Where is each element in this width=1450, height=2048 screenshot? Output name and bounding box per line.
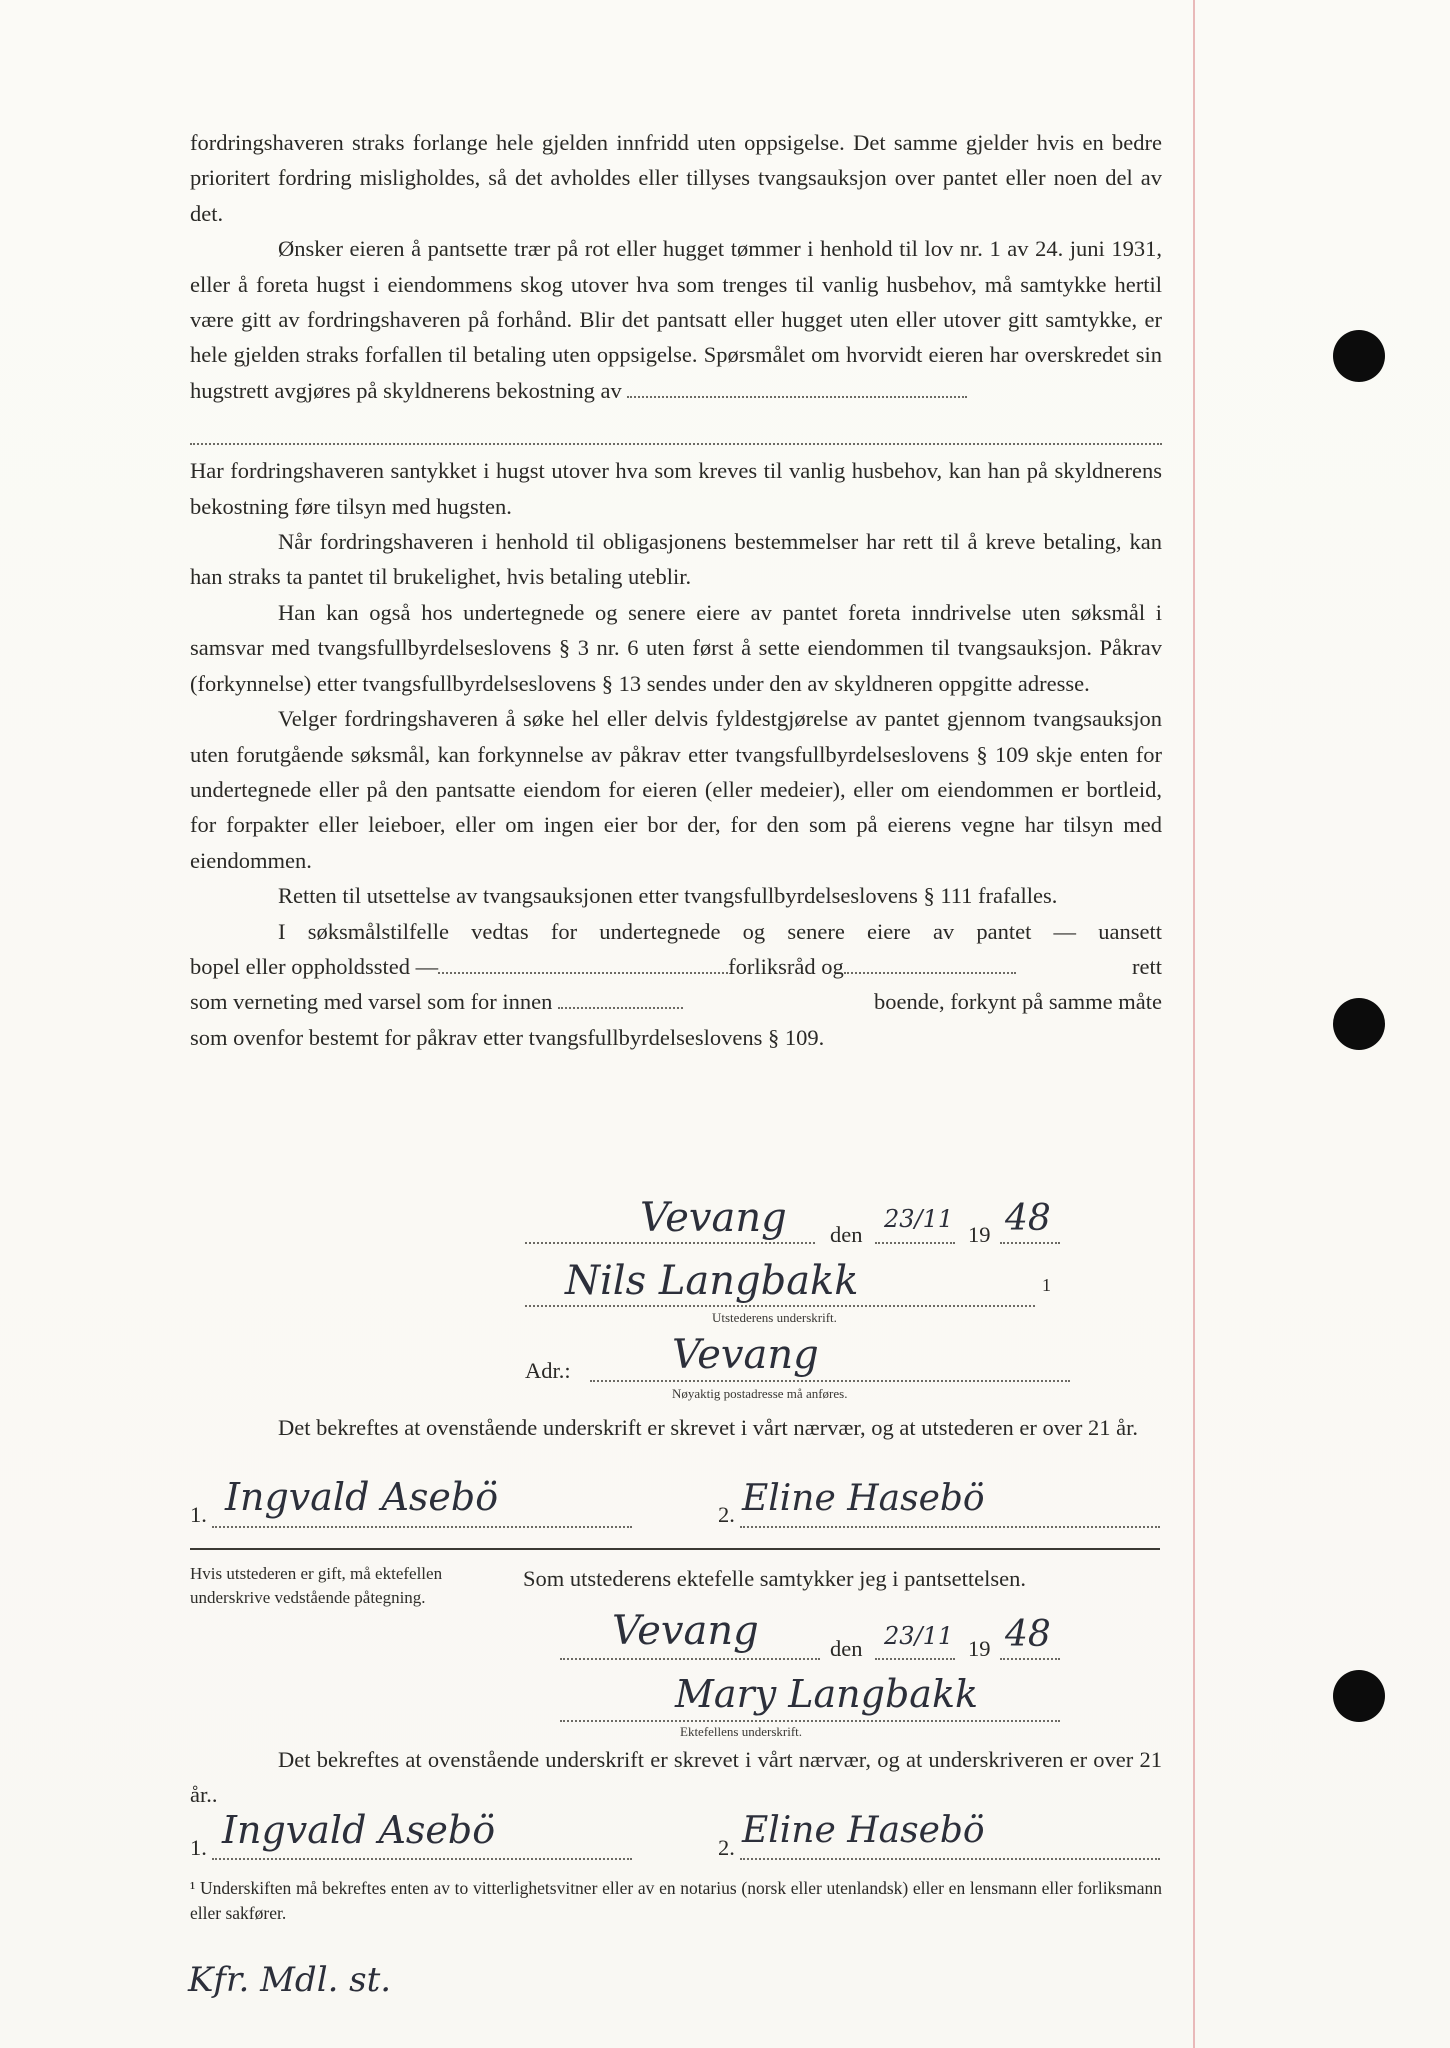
witness-3-number: 1. — [190, 1835, 207, 1860]
spouse-side-note: Hvis utstederen er gift, må ektefellen underskrive vedstående påtegning. — [190, 1564, 443, 1607]
paragraph-postponement: Retten til utsettelse av tvangsauksjonen etter tvangsfullbyrdelseslovens § 111 frafalles. — [278, 883, 1058, 909]
paragraph-collection: Når fordringshaveren i henhold til obligasjonens bestemmelser har rett til å kreve betaling, kan han straks ta pantet til brukelighet, hvis betaling uteblir. — [190, 529, 1162, 590]
punch-hole — [1333, 998, 1385, 1050]
footnote: ¹ Underskiften må bekreftes enten av to vitterlighetsvitner eller av en notarius (norsk eller utenlandsk) eller en lensmann eller forliksmann eller sakfører. — [190, 1878, 1162, 1923]
spouse-year-prefix: 19 — [968, 1636, 991, 1661]
fill-line — [627, 378, 967, 398]
paragraph-acceleration: fordringshaveren straks forlange hele gjelden innfridd uten oppsigelse. Det samme gjelder hvis en bedre prioritert fordring misligholdes, så det avholdes eller tillyses tvangsauksjon over pantet eller noen del av det. — [190, 130, 1162, 226]
spouse-date-line — [875, 1658, 955, 1660]
witness-2-number: 2. — [718, 1502, 735, 1527]
date-line — [875, 1242, 955, 1244]
paragraph-venue: I søksmålstilfelle vedtas for undertegnede og senere eiere av pantet — uansett — [278, 918, 1162, 944]
venue-line-3: som verneting med varsel som for innen boende, forkynt på samme måte — [190, 989, 1162, 1015]
witness-4-number: 2. — [718, 1835, 735, 1860]
witness-2-line — [740, 1526, 1160, 1528]
margin-rule — [1193, 0, 1195, 2048]
spouse-year-line — [1000, 1658, 1060, 1660]
punch-hole — [1333, 330, 1385, 382]
issuer-place-handwritten: Vevang — [640, 1195, 787, 1241]
spouse-signature-caption: Ektefellens underskrift. — [680, 1724, 803, 1739]
year-suffix-handwritten: 48 — [1005, 1198, 1051, 1239]
paragraph-auction: Velger fordringshaveren å søke hel eller delvis fyldestgjørelse av pantet gjennom tvangsauksjon uten forutgående søksmål, kan forkynnelse av påkrav etter tvangsfullbyrdelseslovens § 109 skje enten for undertegnede eller på den pantsatte eiendom for eieren (eller medeier), eller om eiendommen er bortleid, for forpakter eller leieboer, eller om ingen eier bor der, for den som på eierens vegne har tilsyn med eiendommen. — [190, 706, 1162, 873]
address-label: Adr.: — [525, 1358, 571, 1383]
spouse-signature-handwritten: Mary Langbakk — [675, 1672, 978, 1716]
witness-1-line — [212, 1526, 632, 1528]
witness-1-number: 1. — [190, 1502, 207, 1527]
year-prefix: 19 — [968, 1222, 991, 1247]
paragraph-timber — [190, 231, 1162, 408]
paragraph-enforcement: Han kan også hos undertegnede og senere eiere av pantet foreta inndrivelse uten søksmål i samsvar med tvangsfullbyrdelseslovens § 3 nr. 6 uten først å sette eiendommen til tvangsauksjon. Påkrav (forkynnelse) etter tvangsfullbyrdelseslovens § 13 sendes under den av skyldneren oppgitte adresse. — [190, 599, 1162, 696]
spouse-consent-text: Som utstederens ektefelle samtykker jeg i pantsettelsen. — [523, 1566, 1026, 1591]
address-line — [590, 1380, 1070, 1382]
address-caption: Nøyaktig postadresse må anføres. — [672, 1386, 848, 1401]
witness-1-signature: Ingvald Asebö — [225, 1475, 499, 1519]
spouse-date-handwritten: 23/11 — [884, 1622, 954, 1650]
witness-4-signature: Eline Hasebö — [742, 1810, 985, 1851]
signature-caption: Utstederens underskrift. — [712, 1310, 837, 1325]
issuer-date-handwritten: 23/11 — [884, 1205, 954, 1233]
address-handwritten: Vevang — [672, 1332, 819, 1378]
spouse-place-line — [560, 1658, 820, 1660]
spouse-den-label: den — [830, 1636, 863, 1661]
body-text-top — [190, 125, 1162, 1055]
venue-line-2: bopel eller oppholdssted — forliksråd og rett — [190, 953, 1162, 979]
spouse-signature-line — [560, 1720, 1060, 1722]
spouse-place-handwritten: Vevang — [612, 1608, 759, 1654]
venue-line-4: som ovenfor bestemt for påkrav etter tvangsfullbyrdelseslovens § 109. — [190, 1024, 825, 1050]
fill-line-full — [190, 408, 1162, 445]
paragraph-timber-text: Ønsker eieren å pantsette trær på rot eller hugget tømmer i henhold til lov nr. 1 av 24. juni 1931, eller å foreta hugst i eiendommens skog utover hva som trenges til vanlig husbehov, må samtykke hertil være gitt av fordringshaveren på forhånd. Blir det pantsatt eller hugget uten eller utover gitt samtykke, er hele gjelden straks forfallen til betaling uten oppsigelse. Spørsmålet om hvorvidt eieren har overskredet sin hugstrett avgjøres på skyldnerens bekostning av — [190, 236, 1162, 403]
witness-statement-2: Det bekreftes at ovenstående underskrift er skrevet i vårt nærvær, og at underskriveren er over 21 år.. — [190, 1747, 1162, 1808]
witness-3-line — [212, 1858, 632, 1860]
place-line — [525, 1242, 815, 1244]
witness-3-signature: Ingvald Asebö — [222, 1808, 496, 1852]
paragraph-consent: Har fordringshaveren santykket i hugst utover hva som kreves til vanlig husbehov, kan han på skyldnerens bekostning føre tilsyn med hugsten. — [190, 458, 1162, 519]
den-label: den — [830, 1222, 863, 1247]
issuer-signature-handwritten: Nils Langbakk — [565, 1258, 859, 1304]
witness-4-line — [740, 1858, 1160, 1860]
witness-2-signature: Eline Hasebö — [742, 1478, 985, 1519]
footnote-mark: 1 — [1042, 1275, 1051, 1295]
punch-hole — [1333, 1670, 1385, 1722]
witness-statement-1: Det bekreftes at ovenstående underskrift er skrevet i vårt nærvær, og at utstederen er over 21 år. — [278, 1415, 1139, 1440]
margin-note-handwritten: Kfr. Mdl. st. — [188, 1960, 392, 2000]
signature-line — [525, 1305, 1035, 1307]
section-separator — [190, 1548, 1160, 1550]
year-line — [1000, 1242, 1060, 1244]
spouse-year-suffix: 48 — [1005, 1614, 1051, 1655]
